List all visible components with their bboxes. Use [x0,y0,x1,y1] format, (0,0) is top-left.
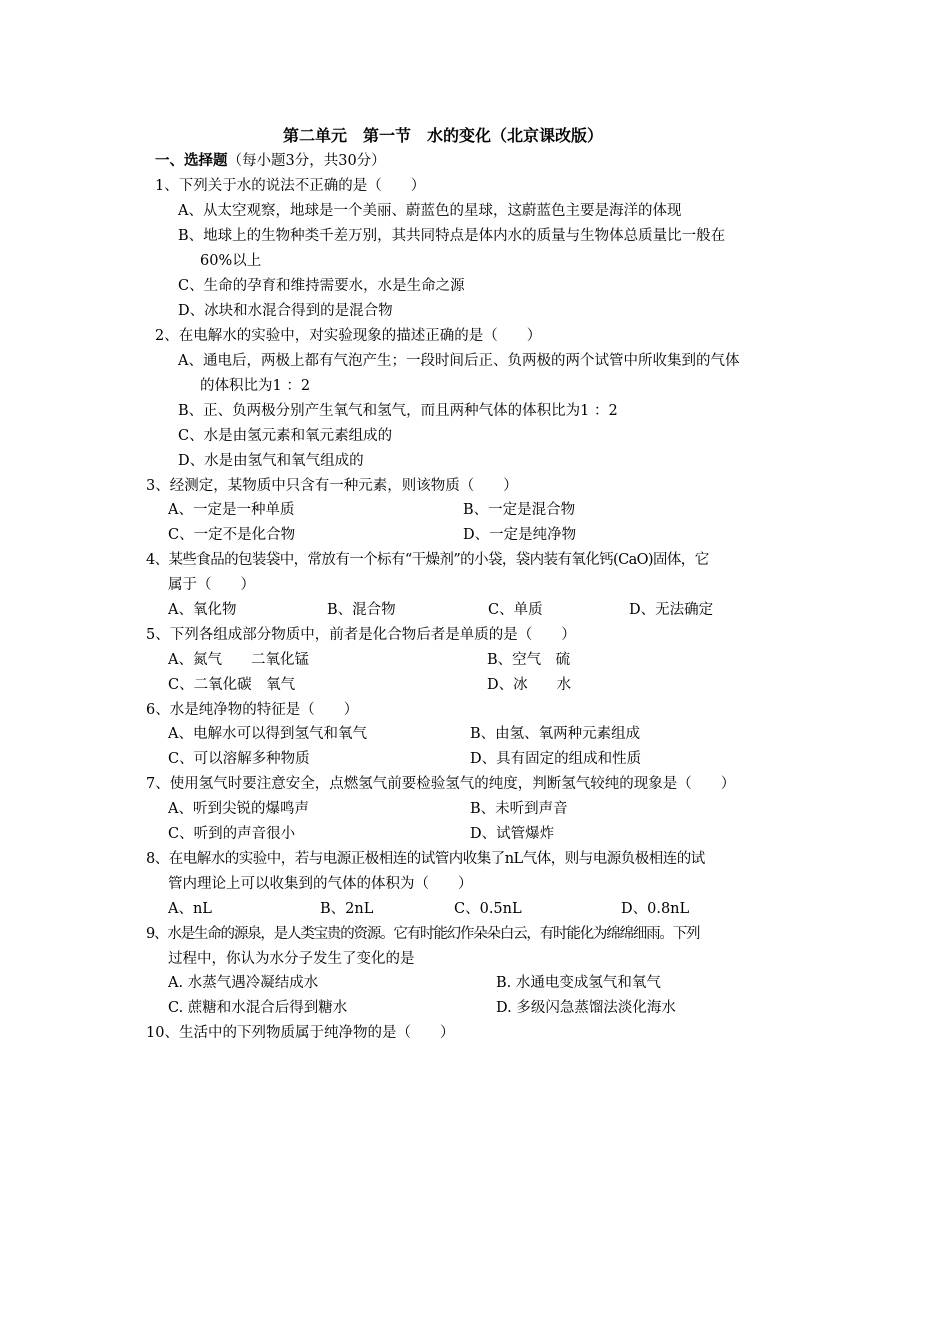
question-7-option-c: C、听到的声音很小 [168,826,296,842]
question-4-stem: 4、某些食品的包装袋中，常放有一个标有“干燥剂”的小袋，袋内装有氧化钙(CaO)固体，它 [146,552,709,568]
question-3-option-b: B、一定是混合物 [463,502,576,518]
question-6-option-a: A、电解水可以得到氢气和氧气 [168,726,367,742]
question-1-stem: 1、下列关于水的说法不正确的是（ ） [155,178,426,194]
question-6-stem: 6、水是纯净物的特征是（ ） [146,702,359,718]
question-1-option-b-cont: 60%以上 [200,253,262,269]
question-6-option-d: D、具有固定的组成和性质 [470,751,642,767]
question-1-option-c: C、生命的孕育和维持需要水，水是生命之源 [178,278,465,294]
question-4-stem-cont: 属于（ ） [168,577,255,593]
question-10-stem: 10、生活中的下列物质属于纯净物的是（ ） [146,1025,455,1041]
question-1-option-b: B、地球上的生物种类千差万别，其共同特点是体内水的质量与生物体总质量比一般在 [178,228,726,244]
question-8-option-c: C、0.5nL [454,901,522,917]
question-2-option-a: A、通电后，两极上都有气泡产生；一段时间后正、负两极的两个试管中所收集到的气体 [178,353,740,369]
question-7-option-b: B、未听到声音 [470,801,568,817]
question-6-option-b: B、由氢、氧两种元素组成 [470,726,641,742]
page-title: 第二单元 第一节 水的变化（北京课改版） [283,126,604,145]
question-4-option-b: B、混合物 [327,602,396,618]
question-2-option-d: D、水是由氢气和氧气组成的 [178,453,364,469]
question-8-option-a: A、nL [168,901,212,917]
question-4-option-c: C、单质 [488,602,543,618]
question-5-option-a: A、氮气 二氧化锰 [168,652,309,668]
question-7-stem: 7、使用氢气时要注意安全，点燃氢气前要检验氢气的纯度，判断氢气较纯的现象是（ ） [146,776,736,792]
question-5-option-c: C、二氧化碳 氧气 [168,677,296,693]
question-9-stem: 9、水是生命的源泉，是人类宝贵的资源。它有时能幻作朵朵白云，有时能化为绵绵细雨。下列 [146,926,700,942]
question-9-stem-cont: 过程中，你认为水分子发生了变化的是 [168,951,415,967]
question-3-option-a: A、一定是一种单质 [168,502,295,518]
question-3-stem: 3、经测定，某物质中只含有一种元素，则该物质（ ） [146,478,518,494]
section-heading [155,151,386,171]
question-1-option-d: D、冰块和水混合得到的是混合物 [178,303,393,319]
question-7-option-a: A、听到尖锐的爆鸣声 [168,801,309,817]
question-1-option-a: A、从太空观察，地球是一个美丽、蔚蓝色的星球，这蔚蓝色主要是海洋的体现 [178,203,682,219]
section-label: 一、选择题 [155,152,228,169]
question-8-stem-cont: 管内理论上可以收集到的气体的体积为（ ） [168,876,473,892]
question-2-option-a-cont: 的体积比为1 ：2 [200,378,311,394]
question-8-stem: 8、在电解水的实验中，若与电源正极相连的试管内收集了nL气体，则与电源负极相连的试 [146,851,705,867]
question-6-option-c: C、可以溶解多种物质 [168,751,310,767]
question-4-option-d: D、无法确定 [629,602,714,618]
question-3-option-c: C、一定不是化合物 [168,527,296,543]
question-5-option-d: D、冰 水 [487,677,572,693]
question-9-option-d: D. 多级闪急蒸馏法淡化海水 [496,1000,676,1016]
question-9-option-b: B. 水通电变成氢气和氧气 [496,975,661,991]
section-note: （每小题3分，共30分） [227,153,386,169]
question-4-option-a: A、氧化物 [168,602,237,618]
question-3-option-d: D、一定是纯净物 [463,527,577,543]
question-2-option-b: B、正、负两极分别产生氧气和氢气，而且两种气体的体积比为1 ：2 [178,403,618,419]
question-5-stem: 5、下列各组成部分物质中，前者是化合物后者是单质的是（ ） [146,627,576,643]
question-5-option-b: B、空气 硫 [487,652,571,668]
question-8-option-b: B、2nL [320,901,374,917]
question-2-stem: 2、在电解水的实验中，对实验现象的描述正确的是（ ） [155,328,542,344]
question-9-option-c: C. 蔗糖和水混合后得到糖水 [168,1000,348,1016]
question-2-option-c: C、水是由氢元素和氧元素组成的 [178,428,393,444]
question-9-option-a: A. 水蒸气遇冷凝结成水 [168,975,319,991]
question-7-option-d: D、试管爆炸 [470,826,555,842]
question-8-option-d: D、0.8nL [621,901,690,917]
